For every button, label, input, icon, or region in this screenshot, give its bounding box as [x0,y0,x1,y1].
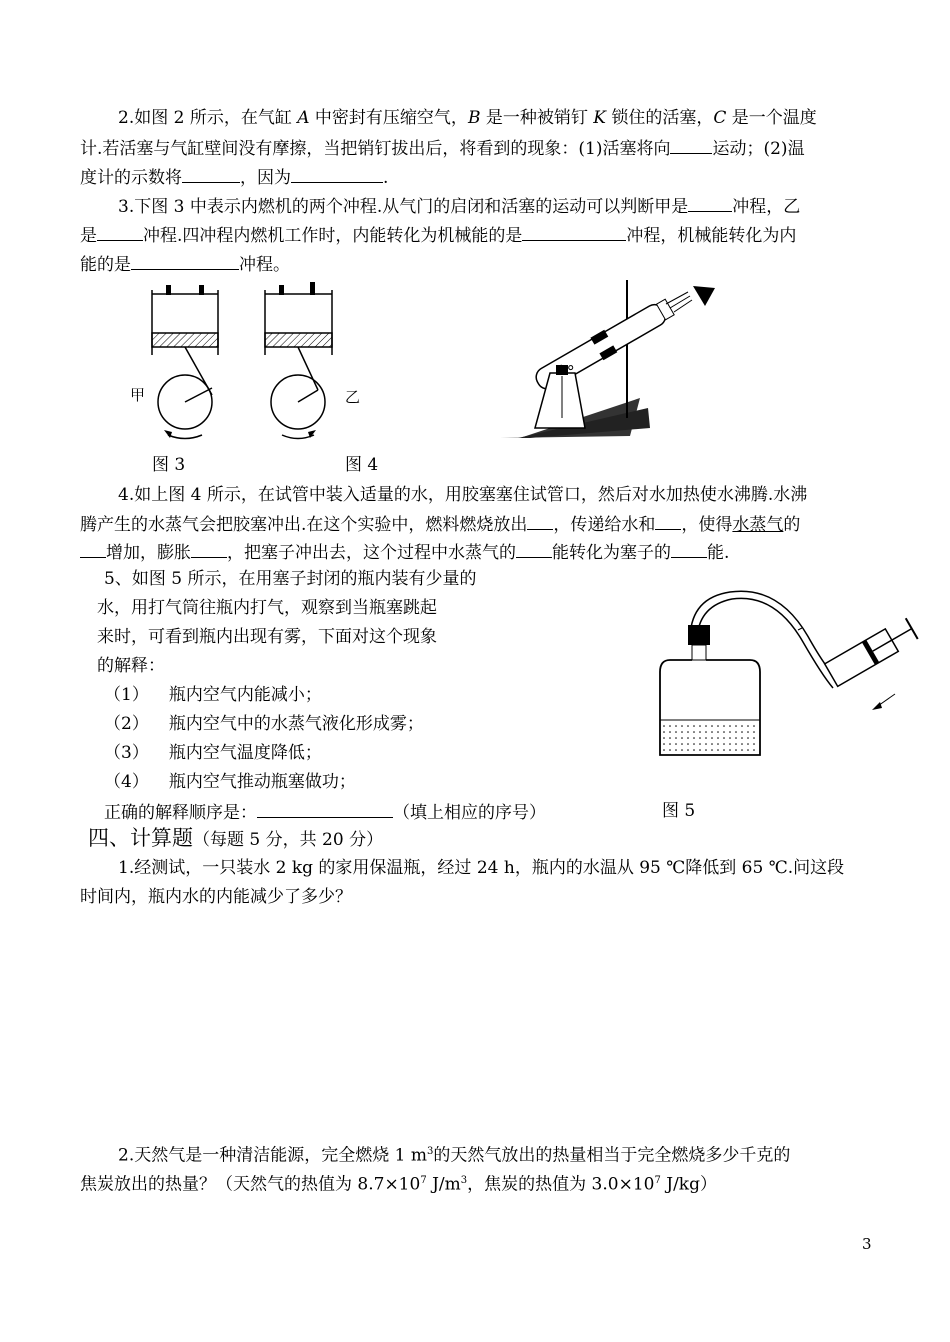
q4-line3 [80,540,729,564]
text: 度计的示数将 [80,168,182,188]
q3-line3 [80,252,290,276]
q2-line2 [80,136,805,160]
figure-3-caption: 图 3 [152,455,186,475]
superscript: 7 [654,1175,661,1186]
text: ，使得 [681,515,733,535]
text: 能的是 [80,255,131,275]
q3-line2 [80,223,796,247]
text: 是 [80,226,97,246]
c1-line2: 时间内，瓶内水的内能减少了多少？ [80,887,352,907]
list-item [104,771,356,793]
list-item [104,713,424,735]
underlined-term: 水蒸气 [732,515,784,535]
answer-blank[interactable] [291,165,383,183]
q2-line3 [80,165,388,189]
text: ，传递给水和 [553,515,656,535]
text: 正确的解释顺序是： [104,803,257,823]
c1-line1: 1.经测试，一只装水 2 kg 的家用保温瓶，经过 24 h，瓶内的水温从 95 ℃降低到 65 ℃.问这段 [118,858,845,878]
var-a: A [297,108,310,128]
text: 冲程，机械能转化为内 [626,226,797,246]
answer-blank[interactable] [182,165,240,183]
answer-blank[interactable] [257,800,393,818]
text: 中密封有压缩空气， [309,108,468,128]
var-b: B [467,108,481,128]
item-text: 瓶内空气推动瓶塞做功； [168,772,356,792]
text: 的 [783,515,801,535]
list-item [104,684,322,706]
text: 冲程。 [239,255,290,275]
item-text: 瓶内空气温度降低； [168,743,322,763]
text: 锁住的活塞， [605,108,714,128]
superscript: 7 [420,1175,427,1186]
label-jia: 甲 [130,386,146,404]
text: J/m [426,1174,461,1195]
text: ，因为 [240,168,291,188]
item-number: （3） [104,743,149,763]
var-c: C [713,108,727,128]
var-k: K [593,108,606,128]
superscript: 3 [426,1146,434,1157]
answer-blank[interactable] [670,136,712,154]
q4-line2 [80,512,800,536]
q3-line1 [118,194,800,218]
text: 3.下图 3 中表示内燃机的两个冲程.从气门的启闭和活塞的运动可以判断甲是 [118,197,689,217]
text: ，焦炭的热值为 3.0×10 [467,1174,655,1195]
superscript: 3 [460,1175,468,1186]
answer-blank[interactable] [131,252,239,270]
text: 增加，膨胀 [106,543,191,563]
list-item [104,742,322,764]
page-number: 3 [862,1235,872,1253]
q4-line1: 4.如上图 4 所示，在试管中装入适量的水，用胶塞塞住试管口，然后对水加热使水沸腾.水沸 [118,485,808,505]
text: 冲程.四冲程内燃机工作时，内能转化为机械能的是 [143,226,523,246]
answer-blank[interactable] [80,540,106,558]
item-number: （2） [104,714,149,734]
text: 焦炭放出的热量？（天然气的热值为 8.7×10 [80,1174,421,1195]
section-heading: 四、计算题 [88,826,193,850]
text: 是一个温度 [726,108,817,128]
text: 运动；(2)温 [712,139,805,159]
c2-line1 [118,1141,790,1167]
figure-5-bottle-pump-diagram [650,580,920,765]
answer-blank[interactable] [671,540,707,558]
text: 的天然气放出的热量相当于完全燃烧多少千克的 [433,1145,791,1166]
answer-blank[interactable] [516,540,552,558]
item-number: （1） [104,685,149,705]
text: 是一种被销钉 [480,108,594,128]
q5-line2: 水，用打气筒往瓶内打气，观察到当瓶塞跳起 [97,598,437,618]
figure-4-caption: 图 4 [345,455,379,475]
answer-blank[interactable] [191,540,227,558]
item-text: 瓶内空气中的水蒸气液化形成雾； [168,714,424,734]
answer-blank[interactable] [522,223,626,241]
text: 2.如图 2 所示，在气缸 [118,108,298,128]
item-text: 瓶内空气内能减小； [168,685,322,705]
item-number: （4） [104,772,149,792]
text: ，把塞子冲出去，这个过程中水蒸气的 [227,543,516,563]
q5-answer-line [104,800,546,824]
q5-line1: 5、如图 5 所示，在用塞子封闭的瓶内装有少量的 [104,569,477,589]
q2-line1 [118,107,817,129]
figure-5-caption: 图 5 [662,801,696,821]
c2-line2 [80,1170,717,1196]
text: （填上相应的序号） [393,803,546,823]
answer-blank[interactable] [97,223,143,241]
text: . [383,168,389,188]
text: 腾产生的水蒸气会把胶塞冲出.在这个实验中，燃料燃烧放出 [80,515,528,535]
section-note: （每题 5 分，共 20 分） [193,830,384,850]
text: 能. [707,543,730,563]
answer-blank[interactable] [527,512,553,530]
text: 计.若活塞与气缸壁间没有摩擦，当把销钉拔出后，将看到的现象：(1)活塞将向 [80,139,671,159]
text: 能转化为塞子的 [552,543,671,563]
text: J/kg） [660,1174,717,1195]
section-title [88,824,383,854]
text: 冲程，乙 [732,197,801,217]
label-yi: 乙 [345,388,361,406]
answer-blank[interactable] [688,194,732,212]
q5-line4: 的解释： [97,656,165,676]
answer-blank[interactable] [655,512,681,530]
figure-4-test-tube-diagram [500,278,725,443]
figure-3-engine-diagram [120,280,350,450]
text: 2.天然气是一种清洁能源，完全燃烧 1 m [118,1145,427,1166]
q5-line3: 来时，可看到瓶内出现有雾，下面对这个现象 [97,627,437,647]
